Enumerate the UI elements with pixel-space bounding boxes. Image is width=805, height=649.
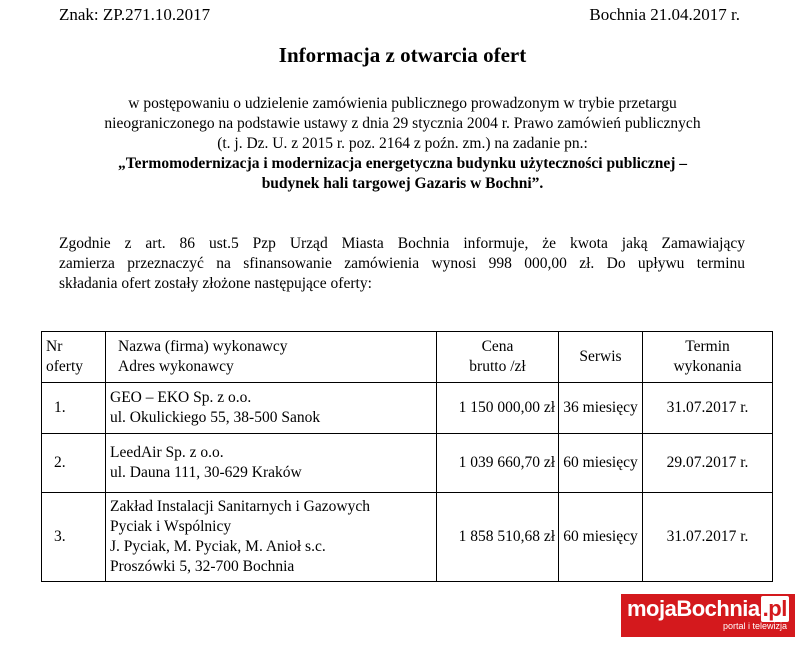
table-row xyxy=(42,493,773,582)
place-and-date: Bochnia 21.04.2017 r. xyxy=(589,5,740,24)
contractor-cell xyxy=(106,434,437,493)
contractor-line: LeedAir Sp. z o.o. xyxy=(110,444,224,461)
logo-brand: mojaBochnia xyxy=(627,596,760,621)
logo-domain-suffix: .pl xyxy=(762,596,787,621)
budget-info-paragraph xyxy=(59,234,745,294)
header-label: Termin xyxy=(685,338,730,355)
offer-price: 1 858 510,68 zł xyxy=(437,493,559,582)
offer-completion-date: 31.07.2017 r. xyxy=(643,493,773,582)
contractor-line: Zakład Instalacji Sanitarnych i Gazowych xyxy=(110,498,370,515)
offer-service: 60 miesięcy xyxy=(559,493,643,582)
contractor-cell xyxy=(106,383,437,434)
intro-paragraph xyxy=(40,94,765,194)
logo-tagline: portal i telewizja xyxy=(722,621,787,631)
header-label: Cena xyxy=(481,338,514,355)
contractor-line: Proszówki 5, 32-700 Bochnia xyxy=(110,558,295,575)
offer-completion-date: 29.07.2017 r. xyxy=(643,434,773,493)
offer-number: 1. xyxy=(42,383,106,434)
header-label: oferty xyxy=(46,358,84,375)
offer-price: 1 039 660,70 zł xyxy=(437,434,559,493)
mojabochnia-watermark-logo xyxy=(621,594,795,637)
header-completion-date xyxy=(643,332,773,383)
offer-price: 1 150 000,00 zł xyxy=(437,383,559,434)
contractor-line: ul. Okulickiego 55, 38-500 Sanok xyxy=(110,409,321,426)
header-label: Nr xyxy=(46,338,63,355)
intro-line: (t. j. Dz. U. z 2015 r. poz. 2164 z poźn. zm.) na zadanie pn.: xyxy=(217,135,588,152)
contractor-line: Pyciak i Wspólnicy xyxy=(110,518,232,535)
contract-subject-line: „Termomodernizacja i modernizacja energetyczna budynku użyteczności publicznej – xyxy=(118,155,687,172)
header-offer-number xyxy=(42,332,106,383)
header-label: brutto /zł xyxy=(469,358,526,375)
header-contractor xyxy=(106,332,437,383)
offer-completion-date: 31.07.2017 r. xyxy=(643,383,773,434)
info-line: zamierza przeznaczyć na sfinansowanie zamówienia wynosi 998 000,00 zł. Do upływu terminu xyxy=(59,255,745,272)
contractor-line: ul. Dauna 111, 30-629 Kraków xyxy=(110,464,302,481)
offer-number: 3. xyxy=(42,493,106,582)
reference-number: Znak: ZP.271.10.2017 xyxy=(59,5,211,24)
offer-service: 36 miesięcy xyxy=(559,383,643,434)
info-line: składania ofert zostały złożone następujące oferty: xyxy=(59,275,372,292)
contractor-line: GEO – EKO Sp. z o.o. xyxy=(110,389,252,406)
info-line: Zgodnie z art. 86 ust.5 Pzp Urząd Miasta Bochnia informuje, że kwota jaką Zamawiający xyxy=(59,235,745,252)
table-header-row xyxy=(42,332,773,383)
header-service xyxy=(559,332,643,383)
contractor-cell xyxy=(106,493,437,582)
document-title: Informacja z otwarcia ofert xyxy=(278,43,527,67)
contractor-line: J. Pyciak, M. Pyciak, M. Anioł s.c. xyxy=(110,538,326,555)
header-price xyxy=(437,332,559,383)
logo-wordmark xyxy=(627,596,789,622)
offer-number: 2. xyxy=(42,434,106,493)
offer-service: 60 miesięcy xyxy=(559,434,643,493)
table-row xyxy=(42,434,773,493)
table-row xyxy=(42,383,773,434)
offers-table xyxy=(41,331,773,582)
header-label: Nazwa (firma) wykonawcy xyxy=(118,338,288,355)
header-label: Serwis xyxy=(579,348,622,365)
header-label: wykonania xyxy=(673,358,742,375)
header-label: Adres wykonawcy xyxy=(118,358,234,375)
intro-line: nieograniczonego na podstawie ustawy z dnia 29 stycznia 2004 r. Prawo zamówień publicznych xyxy=(104,115,701,132)
contract-subject-line: budynek hali targowej Gazaris w Bochni”. xyxy=(261,175,544,192)
intro-line: w postępowaniu o udzielenie zamówienia publicznego prowadzonym w trybie przetargu xyxy=(128,95,677,112)
